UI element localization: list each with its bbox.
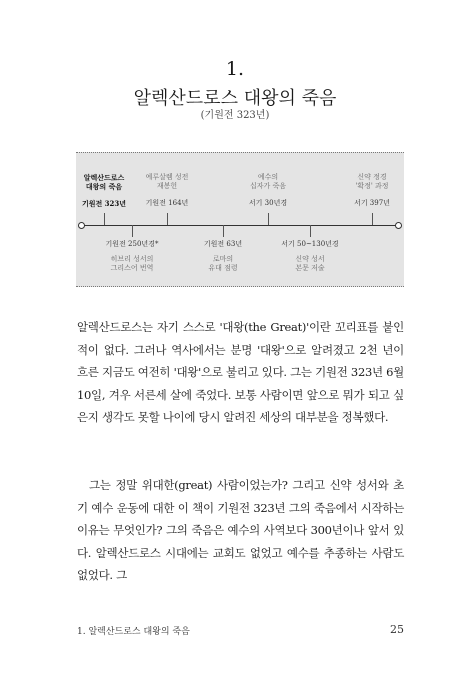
chapter-number: 1. xyxy=(225,58,245,80)
running-head: 1. 알렉산드로스 대왕의 죽음 xyxy=(77,627,190,637)
event-title: 신약 성서 본문 저술 xyxy=(295,255,325,272)
event-date: 기원전 250년경* xyxy=(105,240,159,248)
timeline-tick xyxy=(310,225,311,237)
event-date: 기원전 164년 xyxy=(145,199,189,207)
event-date: 서기 50~130년경 xyxy=(281,240,339,248)
timeline-tick xyxy=(167,213,168,225)
timeline-tick xyxy=(223,225,224,237)
timeline-figure xyxy=(76,152,404,287)
event-title: 알렉산드로스 대왕의 죽음 xyxy=(83,173,125,191)
timeline-tick xyxy=(104,213,105,225)
event-date: 기원전 323년 xyxy=(81,199,127,208)
event-title: 히브리 성서의 그리스어 번역 xyxy=(110,255,154,272)
body-paragraph: 알렉산드로스는 자기 스스로 '대왕(the Great)'이란 꼬리표를 붙인 적이 없다. 그러나 역사에서는 분명 '대왕'으로 알려졌고 2천 년이 흐른 지금도 여전히 '대왕'으로 불리고 있다. 그는 기원전 323년 6월 10일, 겨우 서른세 살에 죽었다. 보통 사람이면 앞으로 뭐가 되고 싶은지 생각도 못할 나이에 당시 알려진 세상의 대부분을 정복했다. xyxy=(77,320,404,424)
event-title: 신약 정경 '확정' 과정 xyxy=(355,173,389,190)
event-title: 예루살렘 성전 재봉헌 xyxy=(145,173,189,190)
body-paragraph: 그는 정말 위대한(great) 사람이었는가? 그리고 신약 성서와 초기 예수 운동에 대한 이 책이 기원전 323년 그의 죽음에서 시작하는 이유는 무엇인가? 그의 죽음은 예수의 사역보다 300년이나 앞서 있다. 알렉산드로스 시대에는 교회도 없었고 예수를 추종하는 사람도 없었다. 그 xyxy=(77,478,404,582)
timeline-event-canon xyxy=(354,173,390,208)
timeline-event-temple xyxy=(146,173,189,208)
timeline-tick xyxy=(132,225,133,237)
timeline-tick xyxy=(268,213,269,225)
timeline-tick xyxy=(372,213,373,225)
chapter-title: 알렉산드로스 대왕의 죽음 xyxy=(133,88,337,109)
timeline-event-crucifixion xyxy=(249,173,287,208)
event-title: 예수의 십자가 죽음 xyxy=(249,173,287,190)
event-date: 서기 30년경 xyxy=(248,199,288,207)
event-date: 서기 397년 xyxy=(354,199,390,207)
timeline-event-alexander xyxy=(82,173,126,208)
timeline-event-septuagint xyxy=(106,240,159,273)
event-date: 기원전 63년 xyxy=(203,240,243,248)
chapter-subtitle: (기원전 323년) xyxy=(200,110,270,121)
timeline-start-dot xyxy=(78,222,85,229)
timeline-axis xyxy=(81,225,399,226)
timeline-end-dot xyxy=(395,222,402,229)
page-number: 25 xyxy=(390,623,404,636)
timeline-event-nt-writing xyxy=(281,240,338,273)
event-title: 로마의 유대 점령 xyxy=(208,255,238,272)
timeline-event-roman xyxy=(204,240,242,273)
